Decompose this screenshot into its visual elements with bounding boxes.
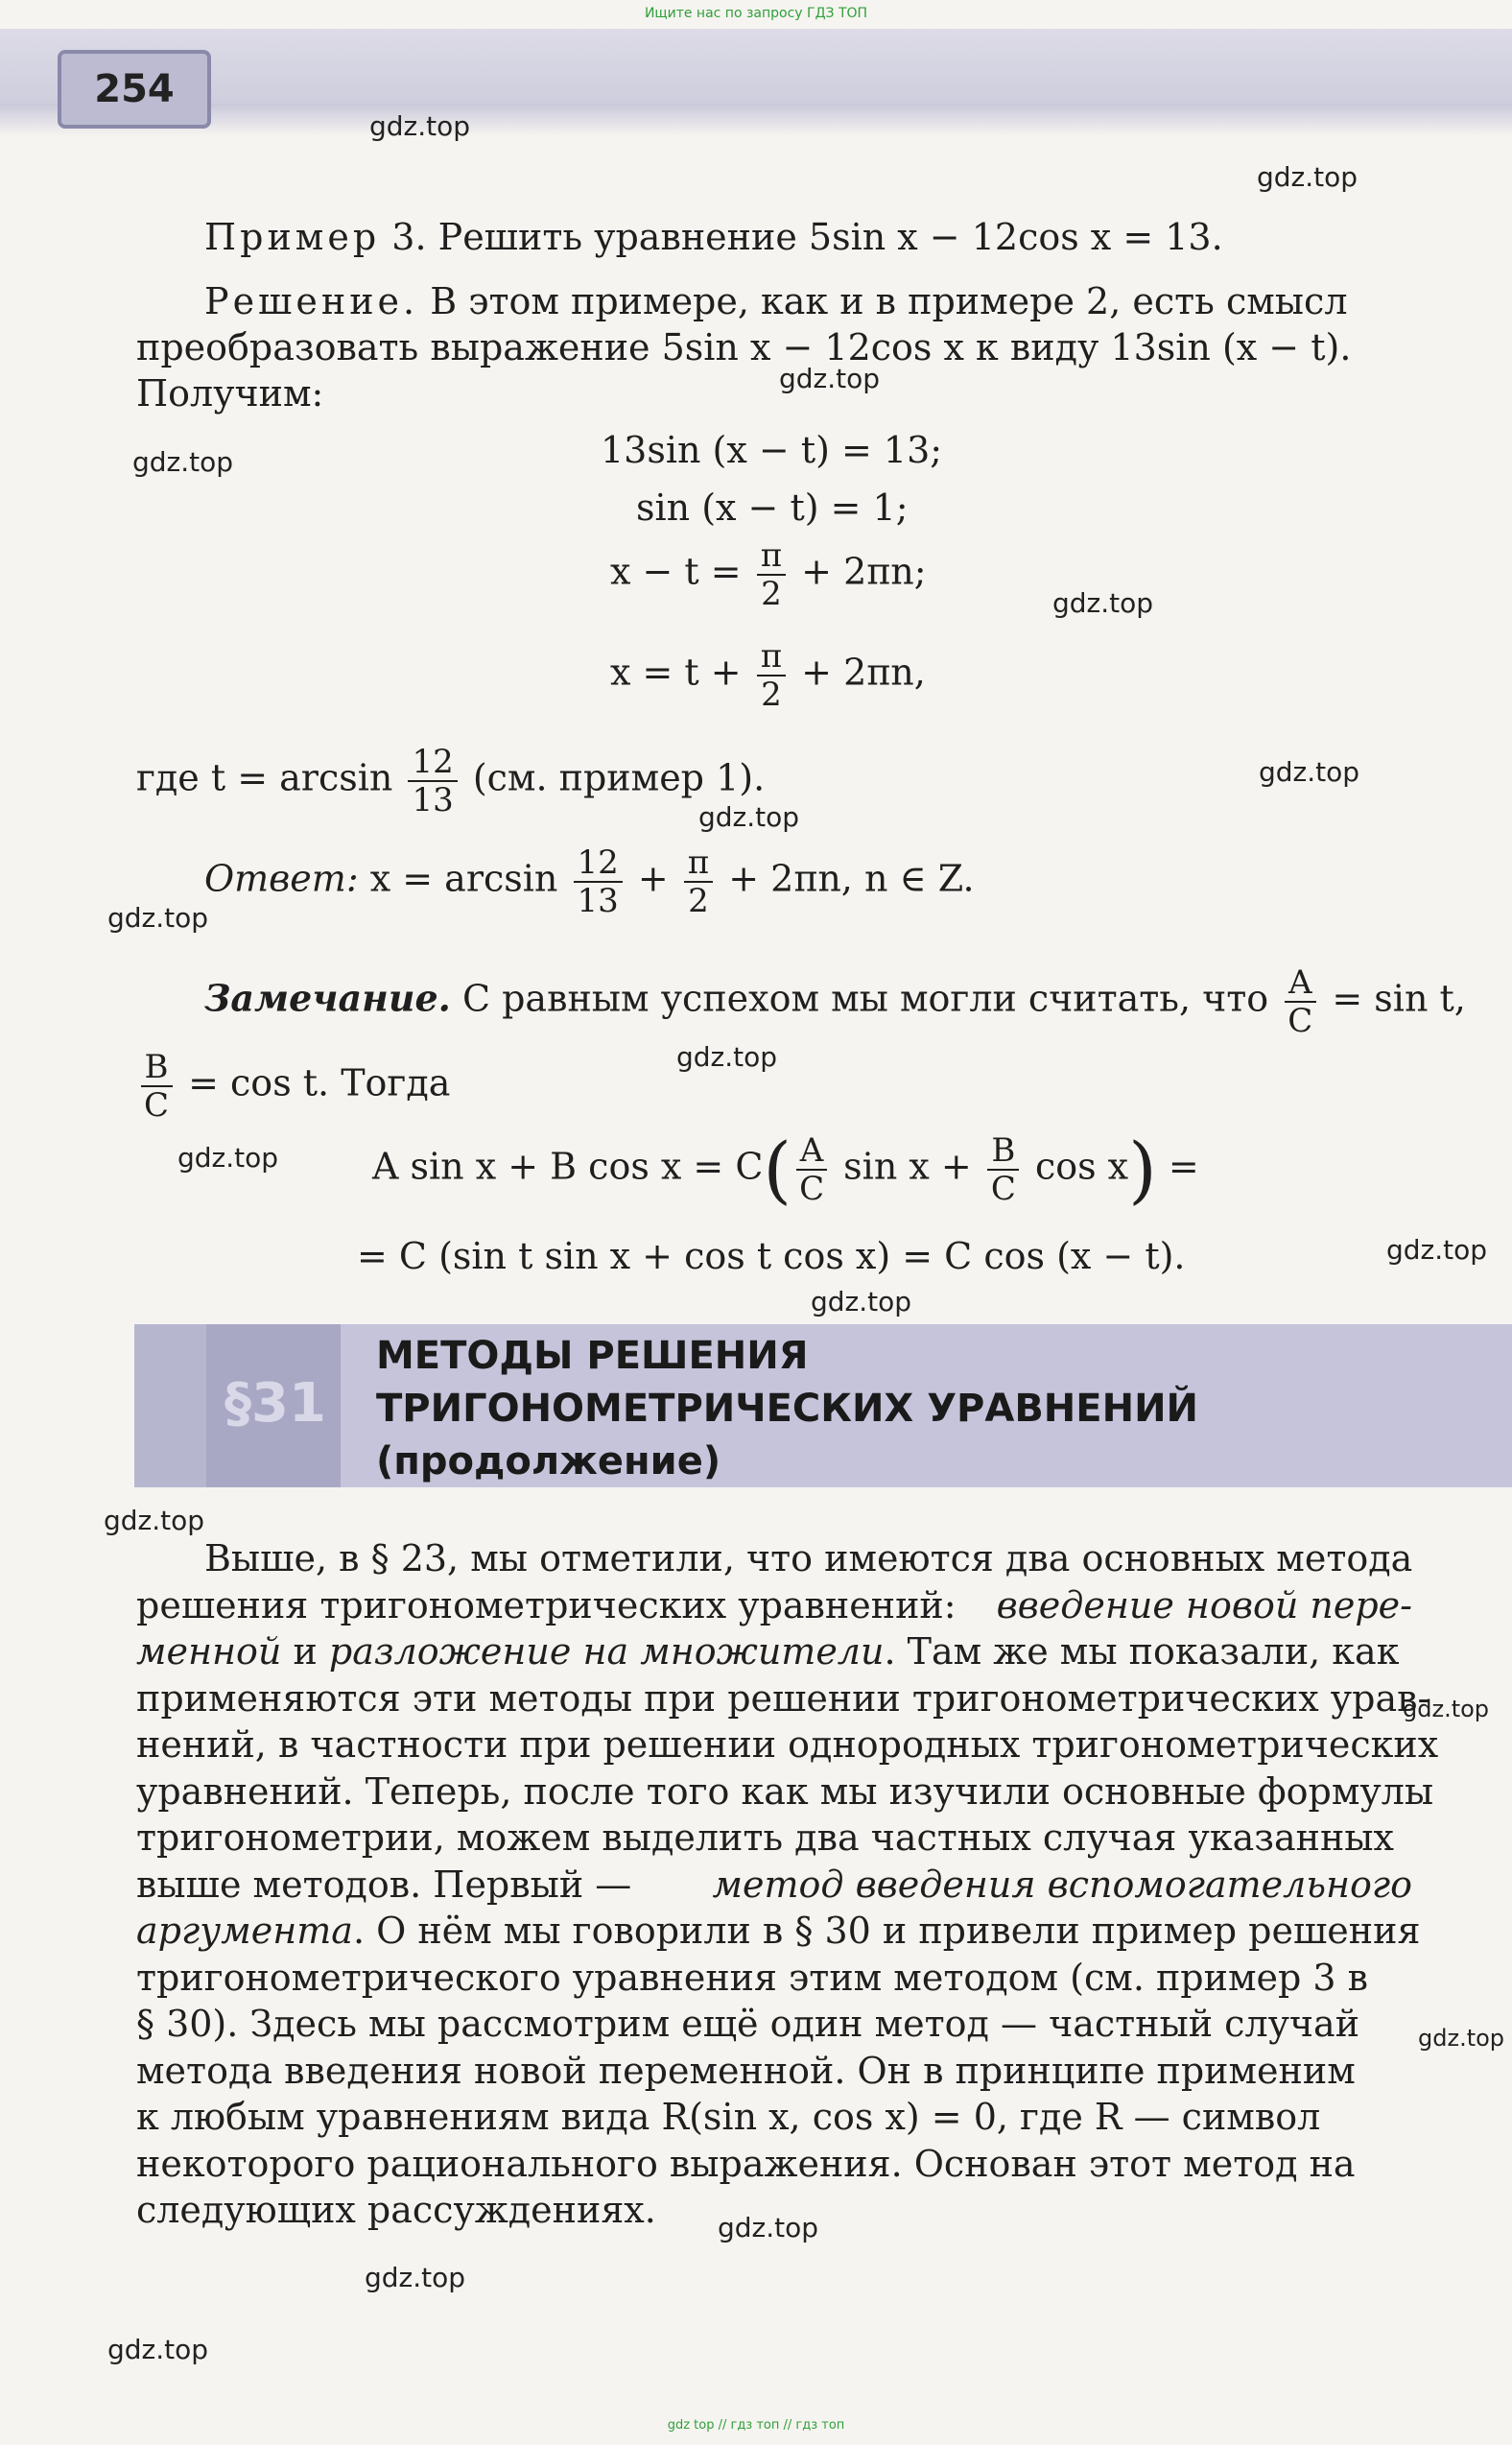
fraction-pi-2: $\frac{\pi}{2}$ — [684, 844, 713, 919]
remark-line-1: Замечание. С равным успехом мы могли считать, что $\frac{A}{C}$ = sin t, — [204, 963, 1466, 1040]
where-line: где t = arcsin $\frac{12}{13}$ (см. пример 1). — [136, 743, 766, 819]
watermark: gdz.top — [811, 1286, 912, 1317]
watermark: gdz.top — [107, 902, 209, 934]
text-line: аргумента. О нём мы говорили в § 30 и привели пример решения — [136, 1910, 1421, 1952]
text-line: § 30). Здесь мы рассмотрим ещё один метод — частный случай — [136, 2003, 1360, 2045]
text-line: некоторого рационального выражения. Основан этот метод на — [136, 2142, 1356, 2185]
paren-open: ( — [763, 1127, 792, 1212]
watermark: gdz.top — [132, 446, 234, 478]
equation-3: x − t = $\frac{\pi}{2}$ + 2πn; — [610, 536, 927, 613]
fraction-a-c: $\frac{A}{C}$ — [795, 1132, 828, 1207]
answer-line: Ответ: x = arcsin $\frac{12}{13}$ + $\frac{\pi}{2}$ + 2πn, n ∈ Z. — [204, 843, 975, 920]
text-line: решения тригонометрических уравнений: введение новой пере- — [136, 1583, 1412, 1626]
text-line: следующих рассуждениях. — [136, 2189, 656, 2231]
header-stripe — [0, 104, 1512, 136]
text-line: применяются эти методы при решении тригонометрических урав- — [136, 1676, 1430, 1720]
solution-line-2: преобразовать выражение 5sin x − 12cos x к виду 13sin (x − t). — [136, 326, 1352, 368]
watermark: gdz.top — [365, 2262, 466, 2293]
paren-close: ) — [1128, 1127, 1157, 1212]
fraction-b-c: $\frac{B}{C}$ — [140, 1049, 173, 1124]
fraction-12-13: $\frac{12}{13}$ — [574, 844, 623, 919]
text-line: Выше, в § 23, мы отметили, что имеются два основных метода — [204, 1537, 1413, 1579]
text-line: выше методов. Первый — метод введения вспомогательного — [136, 1863, 1412, 1906]
equation-1: 13sin (x − t) = 13; — [601, 429, 943, 471]
watermark: gdz.top — [104, 1505, 205, 1536]
watermark: gdz.top — [1259, 756, 1360, 788]
equation-2: sin (x − t) = 1; — [636, 487, 909, 529]
watermark: gdz.top — [177, 1142, 279, 1174]
text-line: тригонометрического уравнения этим методом (см. пример 3 в — [136, 1956, 1369, 1999]
solution-line-3: Получим: — [136, 372, 324, 415]
text-line: метода введения новой переменной. Он в принципе применим — [136, 2049, 1356, 2092]
section-tab-left — [134, 1324, 206, 1487]
remark-formula-2: = C (sin t sin x + cos t cos x) = C cos (x − t). — [357, 1235, 1186, 1277]
watermark: gdz.top — [1418, 2025, 1505, 2052]
solution-line-1: Решение. В этом примере, как и в примере 2, есть смысл — [204, 280, 1348, 322]
section-title-line-2: ТРИГОНОМЕТРИЧЕСКИХ УРАВНЕНИЙ — [376, 1387, 1199, 1431]
text-line: к любым уравнениям вида R(sin x, cos x) = 0, где R — символ — [136, 2096, 1321, 2138]
body-paragraph — [136, 1535, 1439, 2234]
watermark: gdz.top — [676, 1041, 778, 1073]
remark-line-2: $\frac{B}{C}$ = cos t. Тогда — [136, 1049, 450, 1124]
example-heading: Пример 3. Решить уравнение 5sin x − 12cos x = 13. — [204, 216, 1223, 258]
equation-4: x = t + $\frac{\pi}{2}$ + 2πn, — [610, 637, 926, 714]
watermark: gdz.top — [107, 2334, 209, 2365]
watermark: gdz.top — [1386, 1234, 1488, 1266]
fraction-pi-2: $\frac{\pi}{2}$ — [757, 638, 786, 713]
watermark: gdz.top — [718, 2212, 819, 2243]
fraction-pi-2: $\frac{\pi}{2}$ — [757, 537, 786, 612]
watermark: gdz.top — [698, 801, 800, 833]
fraction-b-c: $\frac{B}{C}$ — [987, 1132, 1020, 1207]
watermark: gdz.top — [779, 363, 881, 394]
text-line: тригонометрии, можем выделить два частных случая указанных — [136, 1816, 1394, 1859]
top-note: Ищите нас по запросу ГДЗ ТОП — [644, 6, 868, 21]
section-mark: §31 — [224, 1372, 326, 1435]
bottom-note: gdz top // гдз топ // гдз топ — [667, 2418, 845, 2433]
section-title-line-3: (продолжение) — [376, 1439, 721, 1484]
text-line: менной и разложение на множители. Там же мы показали, как — [136, 1630, 1400, 1673]
page-number: 254 — [94, 67, 175, 111]
text-line: нений, в частности при решении однородных тригонометрических — [136, 1723, 1439, 1766]
watermark: gdz.top — [1052, 587, 1154, 619]
watermark: gdz.top — [1403, 1696, 1490, 1722]
remark-formula-1: A sin x + B cos x = C( $\frac{A}{C}$ sin x + $\frac{B}{C}$ cos x) = — [372, 1127, 1199, 1212]
watermark: gdz.top — [369, 110, 471, 142]
fraction-12-13: $\frac{12}{13}$ — [408, 744, 457, 819]
fraction-a-c: $\frac{A}{C}$ — [1284, 964, 1316, 1039]
text-line: уравнений. Теперь, после того как мы изучили основные формулы — [136, 1769, 1434, 1813]
section-title-line-1: МЕТОДЫ РЕШЕНИЯ — [376, 1334, 809, 1378]
watermark: gdz.top — [1257, 161, 1358, 193]
